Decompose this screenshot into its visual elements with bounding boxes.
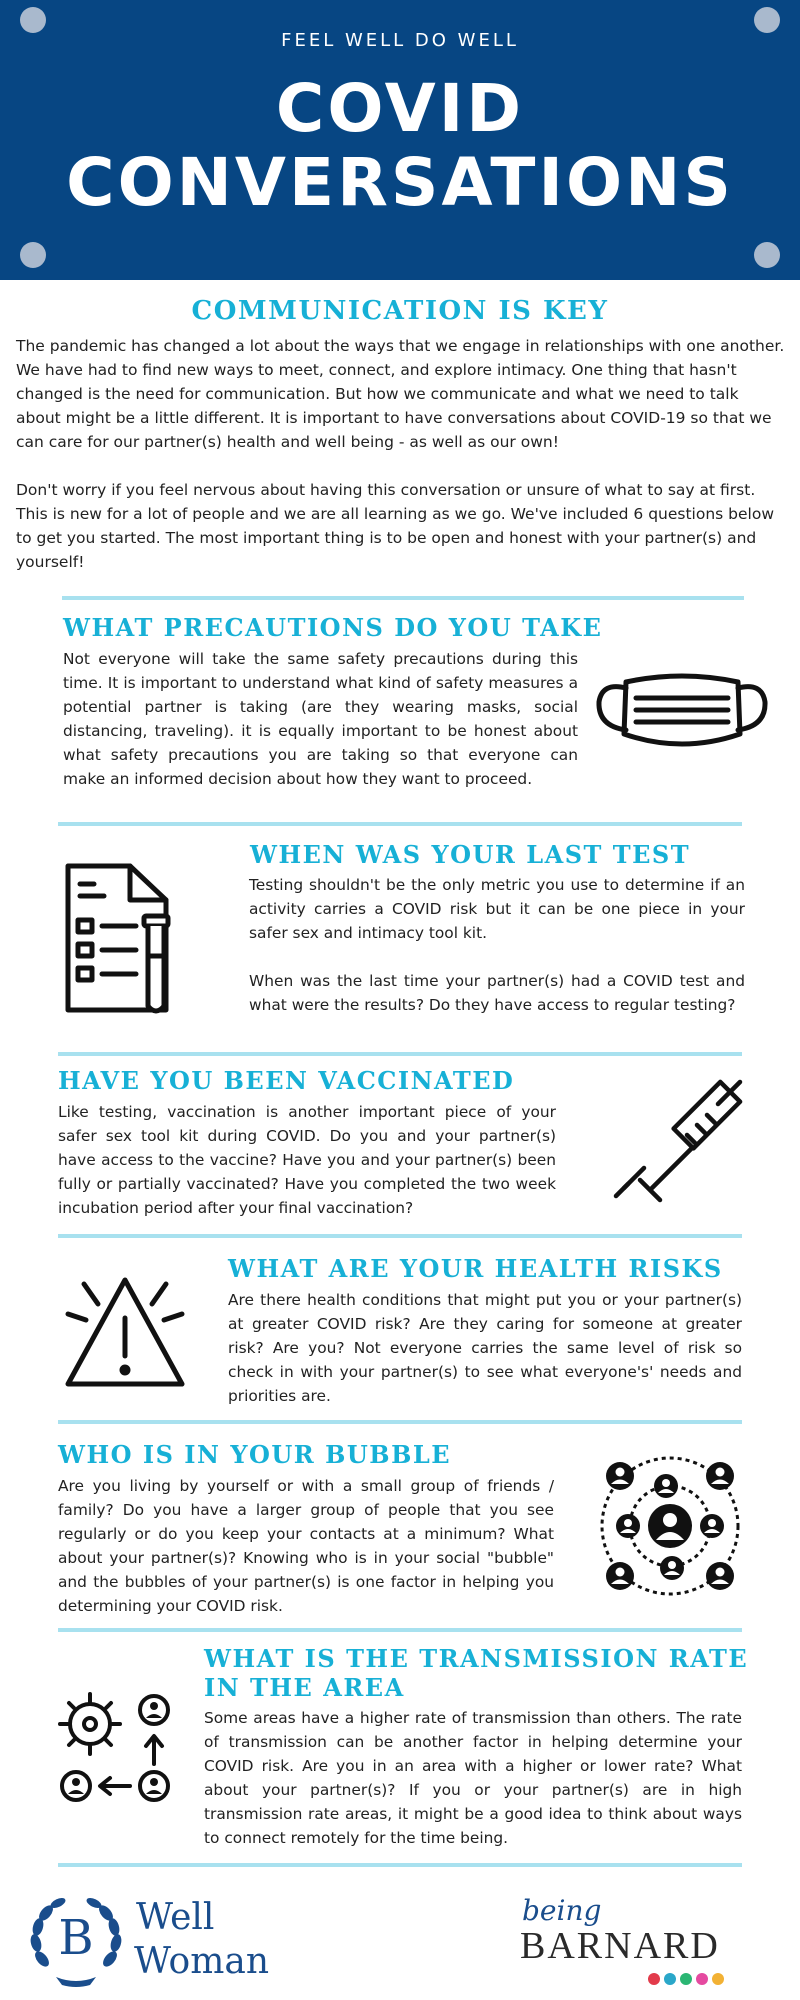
syringe-icon <box>612 1078 748 1204</box>
face-mask-icon <box>594 668 770 754</box>
page-title <box>0 72 800 220</box>
intro-paragraph-1: The pandemic has changed a lot about the ways that we engage in relationships with one another. We have had to find new ways to meet, connect, and explore intimacy. One thing that hasn't changed is the need for communication. But how we communicate and what we need to talk about might be a little different. It is important to have conversations about COVID-19 so that we can care for our partner(s) health and well being - as well as our own! <box>16 337 785 451</box>
section-vaccinated-heading: HAVE YOU BEEN VACCINATED <box>58 1066 515 1095</box>
page-title-line2: CONVERSATIONS <box>66 144 734 221</box>
being-barnard-name: BARNARD <box>520 1925 720 1967</box>
header-kicker: FEEL WELL DO WELL <box>281 30 519 51</box>
section-vaccinated-body: Like testing, vaccination is another important piece of your safer sex tool kit during COVID. Do you and your partner(s) have access to the vaccine? Have you and your partner(s) been fully or partially vaccinated? Have you completed the two week incubation period after your final vaccination? <box>58 1103 556 1217</box>
social-bubble-icon <box>596 1452 744 1600</box>
section-precautions-heading: WHAT PRECAUTIONS DO YOU TAKE <box>63 613 603 642</box>
section-last-test-heading: WHEN WAS YOUR LAST TEST <box>250 840 691 869</box>
section-divider <box>62 596 744 600</box>
section-bubble-heading: WHO IS IN YOUR BUBBLE <box>58 1440 452 1469</box>
being-barnard-logo <box>520 1895 760 1995</box>
section-divider <box>58 1420 742 1424</box>
test-report-icon <box>60 860 180 1020</box>
virus-transmission-icon <box>58 1690 176 1804</box>
section-divider <box>58 822 742 826</box>
section-bubble-body: Are you living by yourself or with a small group of friends / family? Do you have a larger group of people that you see regularly or do you keep your contacts at a minimum? What about your partner(s)? Knowing who is in your social "bubble" and the bubbles of your partner(s) is one factor in helping you determining your COVID risk. <box>58 1477 554 1615</box>
section-last-test-body: Testing shouldn't be the only metric you use to determine if an activity carries a COVID risk but it can be one piece in your safer sex and intimacy tool kit. <box>249 876 745 942</box>
section-divider <box>58 1052 742 1056</box>
being-barnard-script: being <box>522 1894 602 1927</box>
well-woman-line1: Well <box>136 1897 215 1938</box>
section-divider <box>58 1863 742 1867</box>
section-divider <box>58 1628 742 1632</box>
section-health-risks-heading: WHAT ARE YOUR HEALTH RISKS <box>228 1254 723 1283</box>
corner-dot <box>20 242 46 268</box>
section-transmission-body: Some areas have a higher rate of transmission than others. The rate of transmission can be another factor in helping determine your COVID risk. Are you in an area with a higher or lower rate? What about your partner(s)? If you or your partner(s) are in high transmission rate areas, it might be a good idea to think about ways to connect remotely for the time being. <box>204 1709 742 1847</box>
intro-paragraph-2: Don't worry if you feel nervous about having this conversation or unsure of what to say at first. This is new for a lot of people and we are all learning as we go. We've included 6 questions below to get you started. The most important thing is to be open and honest with your partner(s) and yourself! <box>16 481 775 571</box>
section-transmission-heading: WHAT IS THE TRANSMISSION RATE IN THE AREA <box>204 1644 749 1702</box>
section-health-risks-body: Are there health conditions that might put you or your partner(s) at greater COVID risk? Are they caring for someone at greater risk? Are you? Not everyone carries the same level of risk so check in with your partner(s) to see what everyone's' needs and priorities are. <box>228 1291 742 1405</box>
well-woman-line2: Woman <box>134 1941 270 1982</box>
section-precautions-body: Not everyone will take the same safety precautions during this time. It is important to understand what kind of safety measures a potential partner is taking (are they wearing masks, social distancing, traveling). it is equally important to be honest about what safety precautions you are taking so that everyone can make an informed decision about how they want to proceed. <box>63 650 578 788</box>
well-woman-logo <box>28 1893 308 1993</box>
section-divider <box>58 1234 742 1238</box>
well-woman-monogram: B <box>58 1910 94 1966</box>
corner-dot <box>754 242 780 268</box>
page-title-line1: COVID <box>275 70 525 147</box>
intro-heading: COMMUNICATION IS KEY <box>191 296 609 326</box>
warning-icon <box>58 1274 192 1390</box>
colored-dots-icon <box>646 1971 740 1987</box>
section-last-test-body-2: When was the last time your partner(s) had a COVID test and what were the results? Do they have access to regular testing? <box>249 972 745 1014</box>
header-banner <box>0 0 800 280</box>
